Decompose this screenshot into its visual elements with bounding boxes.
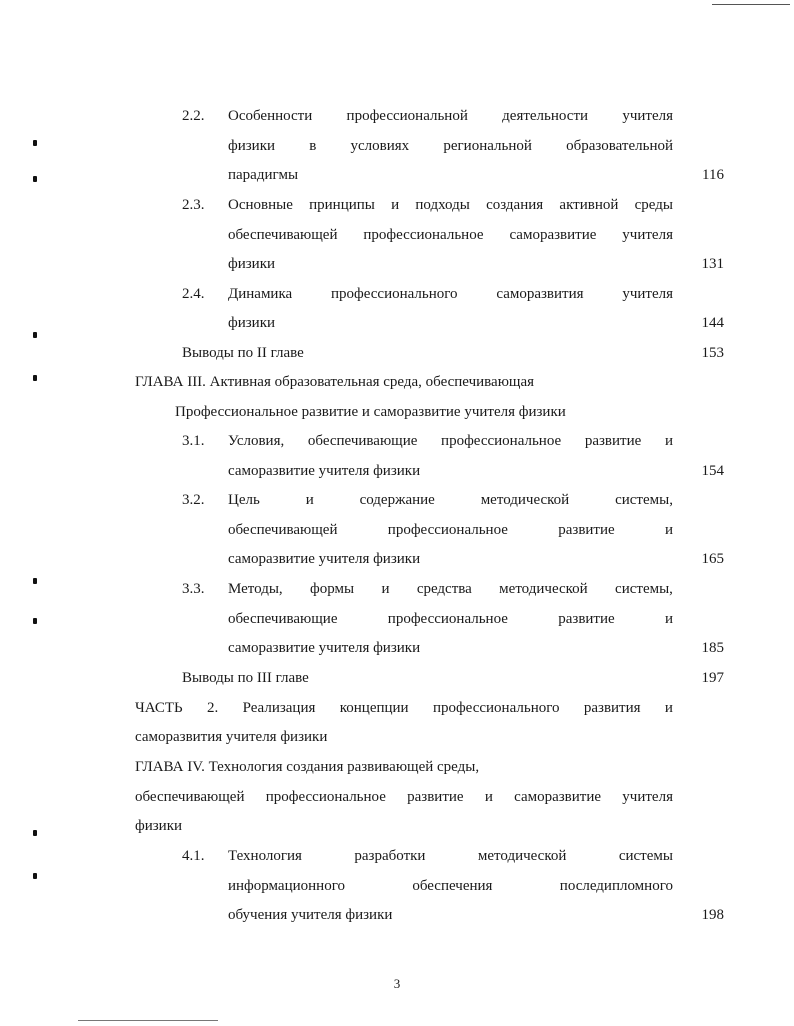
chapter-heading-text: физики xyxy=(135,818,183,834)
word: Условия, xyxy=(228,433,285,449)
part-heading-text: саморазвития учителя физики xyxy=(135,729,328,745)
word: условиях xyxy=(350,138,410,154)
word: развитие xyxy=(407,789,464,805)
toc-entry-text: саморазвитие учителя физики xyxy=(228,640,421,656)
word: активной xyxy=(559,197,619,213)
toc-number: 2.2. xyxy=(182,108,205,124)
chapter-heading-line xyxy=(135,788,673,806)
toc-number: 3.1. xyxy=(182,433,205,449)
word: и xyxy=(664,700,673,716)
word: обеспечивающей xyxy=(228,227,338,243)
word: профессиональное xyxy=(441,433,562,449)
word: учителя xyxy=(622,789,673,805)
toc-entry-text: парадигмы xyxy=(228,167,299,183)
word: системы, xyxy=(615,492,673,508)
scan-edge-line xyxy=(712,4,790,5)
toc-page-number: 197 xyxy=(701,670,724,686)
margin-mark xyxy=(33,618,37,624)
word: Особенности xyxy=(228,108,313,124)
toc-number: 3.2. xyxy=(182,492,205,508)
word: саморазвитие xyxy=(509,227,597,243)
word: и xyxy=(484,789,493,805)
word: профессионального xyxy=(432,700,560,716)
word: развитие xyxy=(584,433,642,449)
toc-number: 3.3. xyxy=(182,581,205,597)
toc-entry-line xyxy=(228,107,673,125)
toc-number: 4.1. xyxy=(182,848,205,864)
word: развитие xyxy=(558,611,615,627)
scan-edge-line xyxy=(78,1020,218,1021)
word: саморазвитие xyxy=(514,789,602,805)
word: профессиональной xyxy=(346,108,468,124)
margin-mark xyxy=(33,873,37,879)
word: информационного xyxy=(228,878,345,894)
word: Методы, xyxy=(228,581,283,597)
word: развития xyxy=(583,700,641,716)
word: методической xyxy=(477,848,567,864)
word: системы, xyxy=(615,581,673,597)
margin-mark xyxy=(33,375,37,381)
word: и xyxy=(305,492,314,508)
word: профессиональное xyxy=(363,227,484,243)
word: развитие xyxy=(558,522,615,538)
toc-entry-text: физики xyxy=(228,256,276,272)
toc-entry-line xyxy=(228,521,673,539)
toc-entry-text: обучения учителя физики xyxy=(228,907,393,923)
word: 2. xyxy=(206,700,219,716)
toc-page-number: 116 xyxy=(702,167,724,183)
toc-page-number: 144 xyxy=(701,315,724,331)
toc-entry-line xyxy=(228,196,673,214)
toc-entry-line xyxy=(228,432,673,450)
toc-entry-line xyxy=(228,137,673,155)
word: профессионального xyxy=(330,286,458,302)
toc-page-number: 131 xyxy=(701,256,724,272)
word: Динамика xyxy=(228,286,293,302)
toc-page-number: 185 xyxy=(701,640,724,656)
word: разработки xyxy=(354,848,426,864)
toc-entry-text: физики xyxy=(228,315,276,331)
margin-mark xyxy=(33,578,37,584)
toc-entry-text: саморазвитие учителя физики xyxy=(228,463,421,479)
toc-entry-line xyxy=(228,877,673,895)
word: обеспечивающей xyxy=(228,522,338,538)
toc-number: 2.3. xyxy=(182,197,205,213)
margin-mark xyxy=(33,140,37,146)
word: и xyxy=(664,433,673,449)
word: деятельности xyxy=(502,108,589,124)
word: Цель xyxy=(228,492,260,508)
chapter-heading: ГЛАВА III. Активная образовательная среда, обеспечивающая xyxy=(135,374,535,390)
word: и xyxy=(664,522,673,538)
toc-page-number: 165 xyxy=(701,551,724,567)
word: методической xyxy=(499,581,588,597)
toc-entry-line xyxy=(228,847,673,865)
word: ЧАСТЬ xyxy=(135,700,183,716)
word: создания xyxy=(486,197,544,213)
margin-mark xyxy=(33,830,37,836)
word: системы xyxy=(618,848,673,864)
toc-conclusion: Выводы по II главе xyxy=(182,345,304,361)
word: обеспечивающие xyxy=(228,611,338,627)
word: Основные xyxy=(228,197,293,213)
toc-page-number: 154 xyxy=(701,463,724,479)
page-number: 3 xyxy=(393,976,401,991)
word: принципы xyxy=(309,197,375,213)
word: формы xyxy=(310,581,355,597)
toc-entry-text: саморазвитие учителя физики xyxy=(228,551,421,567)
word: региональной xyxy=(443,138,532,154)
word: обеспечивающей xyxy=(135,789,245,805)
toc-number: 2.4. xyxy=(182,286,205,302)
word: последипломного xyxy=(559,878,673,894)
toc-entry-line xyxy=(228,580,673,598)
toc-conclusion: Выводы по III главе xyxy=(182,670,309,686)
toc-page-number: 198 xyxy=(701,907,724,923)
word: образовательной xyxy=(566,138,673,154)
toc-page-number: 153 xyxy=(701,345,724,361)
word: концепции xyxy=(339,700,409,716)
word: и xyxy=(381,581,390,597)
word: среды xyxy=(634,197,673,213)
word: обеспечения xyxy=(412,878,493,894)
word: содержание xyxy=(359,492,435,508)
word: подходы xyxy=(415,197,470,213)
word: саморазвития xyxy=(496,286,584,302)
word: Реализация xyxy=(242,700,316,716)
word: Технология xyxy=(228,848,302,864)
chapter-heading: Профессиональное развитие и саморазвитие учителя физики xyxy=(175,404,566,420)
word: профессиональное xyxy=(265,789,386,805)
word: методической xyxy=(480,492,570,508)
toc-entry-line xyxy=(228,226,673,244)
margin-mark xyxy=(33,176,37,182)
toc-entry-line xyxy=(228,491,673,509)
word: учителя xyxy=(622,108,673,124)
toc-entry-line xyxy=(228,610,673,628)
word: учителя xyxy=(622,227,673,243)
word: профессиональное xyxy=(387,522,508,538)
word: учителя xyxy=(622,286,673,302)
word: и xyxy=(664,611,673,627)
toc-entry-line xyxy=(228,285,673,303)
word: обеспечивающие xyxy=(307,433,418,449)
word: в xyxy=(309,138,317,154)
word: профессиональное xyxy=(387,611,508,627)
word: средства xyxy=(416,581,472,597)
word: физики xyxy=(228,138,276,154)
part-heading-line xyxy=(135,699,673,717)
chapter-heading: ГЛАВА IV. Технология создания развивающей среды, xyxy=(135,759,480,775)
word: и xyxy=(391,197,400,213)
margin-mark xyxy=(33,332,37,338)
